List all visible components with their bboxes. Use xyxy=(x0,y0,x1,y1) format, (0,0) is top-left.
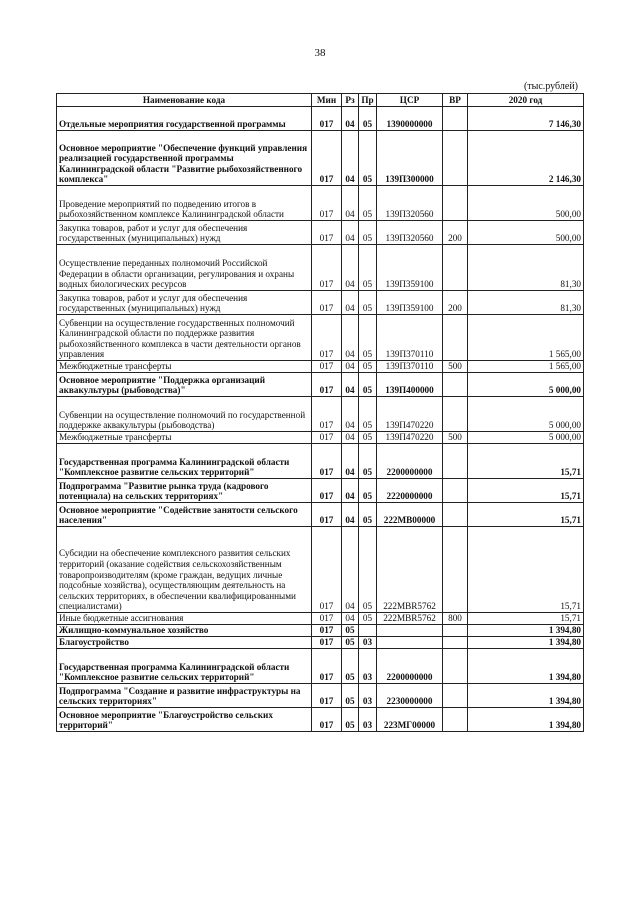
row-sum: 1 565,00 xyxy=(468,361,584,373)
row-name: Подпрограмма "Развитие рынка труда (кадрового потенциала) на сельских территориях" xyxy=(57,479,312,503)
row-rz: 04 xyxy=(342,613,359,625)
row-vr xyxy=(443,637,468,649)
header-csr: ЦСР xyxy=(377,94,443,107)
row-name: Субвенции на осуществление государственных полномочий Калининградской области по поддержке развития рыбохозяйственного комплекса в части деятельности органов управления xyxy=(57,315,312,361)
row-rz: 04 xyxy=(342,527,359,613)
row-vr xyxy=(443,444,468,479)
row-vr xyxy=(443,625,468,637)
row-sum: 7 146,30 xyxy=(468,107,584,131)
row-rz: 05 xyxy=(342,708,359,732)
row-csr: 222МВR5762 xyxy=(377,613,443,625)
row-pr: 05 xyxy=(359,373,377,397)
header-vr: ВР xyxy=(443,94,468,107)
row-min: 017 xyxy=(312,245,342,291)
row-rz: 05 xyxy=(342,625,359,637)
row-name: Иные бюджетные ассигнования xyxy=(57,613,312,625)
row-sum: 81,30 xyxy=(468,245,584,291)
row-rz: 04 xyxy=(342,373,359,397)
row-min: 017 xyxy=(312,291,342,315)
row-min: 017 xyxy=(312,131,342,186)
row-sum: 1 565,00 xyxy=(468,315,584,361)
row-min: 017 xyxy=(312,315,342,361)
table-row xyxy=(57,397,584,432)
row-csr xyxy=(377,637,443,649)
row-pr: 05 xyxy=(359,245,377,291)
row-csr: 139П320560 xyxy=(377,186,443,221)
row-vr xyxy=(443,186,468,221)
row-min: 017 xyxy=(312,625,342,637)
row-vr xyxy=(443,131,468,186)
header-rz: Рз xyxy=(342,94,359,107)
row-pr: 05 xyxy=(359,315,377,361)
table-row xyxy=(57,131,584,186)
row-min: 017 xyxy=(312,527,342,613)
budget-table xyxy=(56,93,584,732)
row-pr: 05 xyxy=(359,444,377,479)
row-sum: 500,00 xyxy=(468,221,584,245)
row-csr: 2230000000 xyxy=(377,684,443,708)
table-row xyxy=(57,186,584,221)
row-rz: 05 xyxy=(342,649,359,684)
row-rz: 04 xyxy=(342,397,359,432)
table-row xyxy=(57,221,584,245)
row-vr xyxy=(443,503,468,527)
row-vr: 200 xyxy=(443,221,468,245)
row-min: 017 xyxy=(312,708,342,732)
row-name: Закупка товаров, работ и услуг для обеспечения государственных (муниципальных) нужд xyxy=(57,291,312,315)
row-pr: 05 xyxy=(359,613,377,625)
row-rz: 04 xyxy=(342,186,359,221)
row-pr: 05 xyxy=(359,361,377,373)
row-name: Субвенции на осуществление полномочий по государственной поддержке аквакультуры (рыбоводства) xyxy=(57,397,312,432)
row-name: Подпрограмма "Создание и развитие инфраструктуры на сельских территориях" xyxy=(57,684,312,708)
row-csr: 2200000000 xyxy=(377,649,443,684)
row-csr: 139П400000 xyxy=(377,373,443,397)
row-rz: 04 xyxy=(342,503,359,527)
row-name: Осуществление переданных полномочий Российской Федерации в области организации, регулирования и охраны водных биологических ресурсов xyxy=(57,245,312,291)
row-vr xyxy=(443,315,468,361)
row-name: Жилищно-коммунальное хозяйство xyxy=(57,625,312,637)
row-csr: 139П470220 xyxy=(377,397,443,432)
row-vr: 500 xyxy=(443,361,468,373)
row-vr xyxy=(443,649,468,684)
header-name: Наименование кода xyxy=(57,94,312,107)
row-name: Проведение мероприятий по подведению итогов в рыбохозяйственном комплексе Калининградской области xyxy=(57,186,312,221)
row-pr: 05 xyxy=(359,291,377,315)
row-csr: 223МГ00000 xyxy=(377,708,443,732)
row-rz: 04 xyxy=(342,444,359,479)
row-pr: 05 xyxy=(359,432,377,444)
row-name: Закупка товаров, работ и услуг для обеспечения государственных (муниципальных) нужд xyxy=(57,221,312,245)
table-row xyxy=(57,684,584,708)
table-row xyxy=(57,625,584,637)
row-sum: 5 000,00 xyxy=(468,397,584,432)
row-min: 017 xyxy=(312,503,342,527)
row-pr: 05 xyxy=(359,107,377,131)
row-min: 017 xyxy=(312,107,342,131)
row-name: Основное мероприятие "Обеспечение функций управления реализацией государственной программы Калининградской области "Развитие рыбохозяйственного комплекса" xyxy=(57,131,312,186)
row-pr: 03 xyxy=(359,708,377,732)
row-sum: 81,30 xyxy=(468,291,584,315)
table-row xyxy=(57,245,584,291)
row-csr: 1390000000 xyxy=(377,107,443,131)
row-sum: 1 394,80 xyxy=(468,637,584,649)
row-vr xyxy=(443,373,468,397)
row-csr: 2220000000 xyxy=(377,479,443,503)
row-name: Основное мероприятие "Поддержка организаций аквакультуры (рыбоводства)" xyxy=(57,373,312,397)
row-sum: 500,00 xyxy=(468,186,584,221)
row-csr: 139П300000 xyxy=(377,131,443,186)
table-row xyxy=(57,708,584,732)
row-pr: 03 xyxy=(359,637,377,649)
row-sum: 15,71 xyxy=(468,527,584,613)
row-csr: 139П359100 xyxy=(377,245,443,291)
row-csr: 139П470220 xyxy=(377,432,443,444)
row-rz: 04 xyxy=(342,361,359,373)
row-vr: 500 xyxy=(443,432,468,444)
row-rz: 04 xyxy=(342,315,359,361)
row-pr: 05 xyxy=(359,527,377,613)
row-vr xyxy=(443,245,468,291)
row-sum: 15,71 xyxy=(468,503,584,527)
row-pr: 03 xyxy=(359,649,377,684)
row-min: 017 xyxy=(312,479,342,503)
row-sum: 5 000,00 xyxy=(468,432,584,444)
row-rz: 05 xyxy=(342,637,359,649)
row-min: 017 xyxy=(312,444,342,479)
row-pr xyxy=(359,625,377,637)
row-min: 017 xyxy=(312,397,342,432)
row-vr xyxy=(443,684,468,708)
row-sum: 15,71 xyxy=(468,613,584,625)
row-pr: 05 xyxy=(359,397,377,432)
header-row xyxy=(57,94,584,107)
row-csr: 222МВR5762 xyxy=(377,527,443,613)
row-rz: 04 xyxy=(342,107,359,131)
row-pr: 05 xyxy=(359,131,377,186)
row-min: 017 xyxy=(312,186,342,221)
row-rz: 04 xyxy=(342,245,359,291)
row-rz: 04 xyxy=(342,131,359,186)
row-vr xyxy=(443,527,468,613)
row-name: Межбюджетные трансферты xyxy=(57,361,312,373)
row-min: 017 xyxy=(312,373,342,397)
row-sum: 1 394,80 xyxy=(468,625,584,637)
row-name: Основное мероприятие "Благоустройство сельских территорий" xyxy=(57,708,312,732)
row-sum: 15,71 xyxy=(468,479,584,503)
row-vr: 200 xyxy=(443,291,468,315)
row-rz: 04 xyxy=(342,432,359,444)
table-row xyxy=(57,432,584,444)
row-name: Межбюджетные трансферты xyxy=(57,432,312,444)
row-rz: 04 xyxy=(342,221,359,245)
table-row xyxy=(57,637,584,649)
row-vr xyxy=(443,479,468,503)
header-min: Мин xyxy=(312,94,342,107)
row-name: Субсидии на обеспечение комплексного развития сельских территорий (оказание содействия сельскохозяйственным товаропроизводителям (кроме граждан, ведущих личные подсобные хозяйства), осуществляющим деятельность на сельских территориях, в обеспечении квалифицированными специалистами) xyxy=(57,527,312,613)
row-csr xyxy=(377,625,443,637)
row-csr: 222МВ00000 xyxy=(377,503,443,527)
table-row xyxy=(57,361,584,373)
row-min: 017 xyxy=(312,649,342,684)
table-row xyxy=(57,527,584,613)
row-pr: 03 xyxy=(359,684,377,708)
row-pr: 05 xyxy=(359,503,377,527)
row-min: 017 xyxy=(312,432,342,444)
row-vr xyxy=(443,107,468,131)
row-name: Благоустройство xyxy=(57,637,312,649)
table-row xyxy=(57,444,584,479)
row-name: Основное мероприятие "Содействие занятости сельского населения" xyxy=(57,503,312,527)
row-min: 017 xyxy=(312,221,342,245)
table-row xyxy=(57,373,584,397)
row-csr: 139П370110 xyxy=(377,315,443,361)
table-row xyxy=(57,107,584,131)
row-rz: 04 xyxy=(342,479,359,503)
row-csr: 139П370110 xyxy=(377,361,443,373)
table-row xyxy=(57,503,584,527)
header-year: 2020 год xyxy=(468,94,584,107)
table-row xyxy=(57,613,584,625)
row-name: Отдельные мероприятия государственной программы xyxy=(57,107,312,131)
row-min: 017 xyxy=(312,613,342,625)
row-vr xyxy=(443,397,468,432)
row-rz: 04 xyxy=(342,291,359,315)
units-label: (тыс.рублей) xyxy=(523,81,578,92)
table-row xyxy=(57,479,584,503)
row-vr xyxy=(443,708,468,732)
row-sum: 1 394,80 xyxy=(468,649,584,684)
row-name: Государственная программа Калининградской области "Комплексное развитие сельских территорий" xyxy=(57,649,312,684)
row-sum: 2 146,30 xyxy=(468,131,584,186)
row-rz: 05 xyxy=(342,684,359,708)
row-sum: 15,71 xyxy=(468,444,584,479)
row-csr: 139П359100 xyxy=(377,291,443,315)
table-row xyxy=(57,649,584,684)
row-csr: 2200000000 xyxy=(377,444,443,479)
row-csr: 139П320560 xyxy=(377,221,443,245)
row-sum: 1 394,80 xyxy=(468,684,584,708)
row-min: 017 xyxy=(312,361,342,373)
table-row xyxy=(57,291,584,315)
row-sum: 1 394,80 xyxy=(468,708,584,732)
row-pr: 05 xyxy=(359,186,377,221)
row-pr: 05 xyxy=(359,221,377,245)
row-pr: 05 xyxy=(359,479,377,503)
row-name: Государственная программа Калининградской области "Комплексное развитие сельских территорий" xyxy=(57,444,312,479)
page-number: 38 xyxy=(314,47,326,59)
row-min: 017 xyxy=(312,684,342,708)
row-vr: 800 xyxy=(443,613,468,625)
header-pr: Пр xyxy=(359,94,377,107)
table-row xyxy=(57,315,584,361)
row-sum: 5 000,00 xyxy=(468,373,584,397)
row-min: 017 xyxy=(312,637,342,649)
